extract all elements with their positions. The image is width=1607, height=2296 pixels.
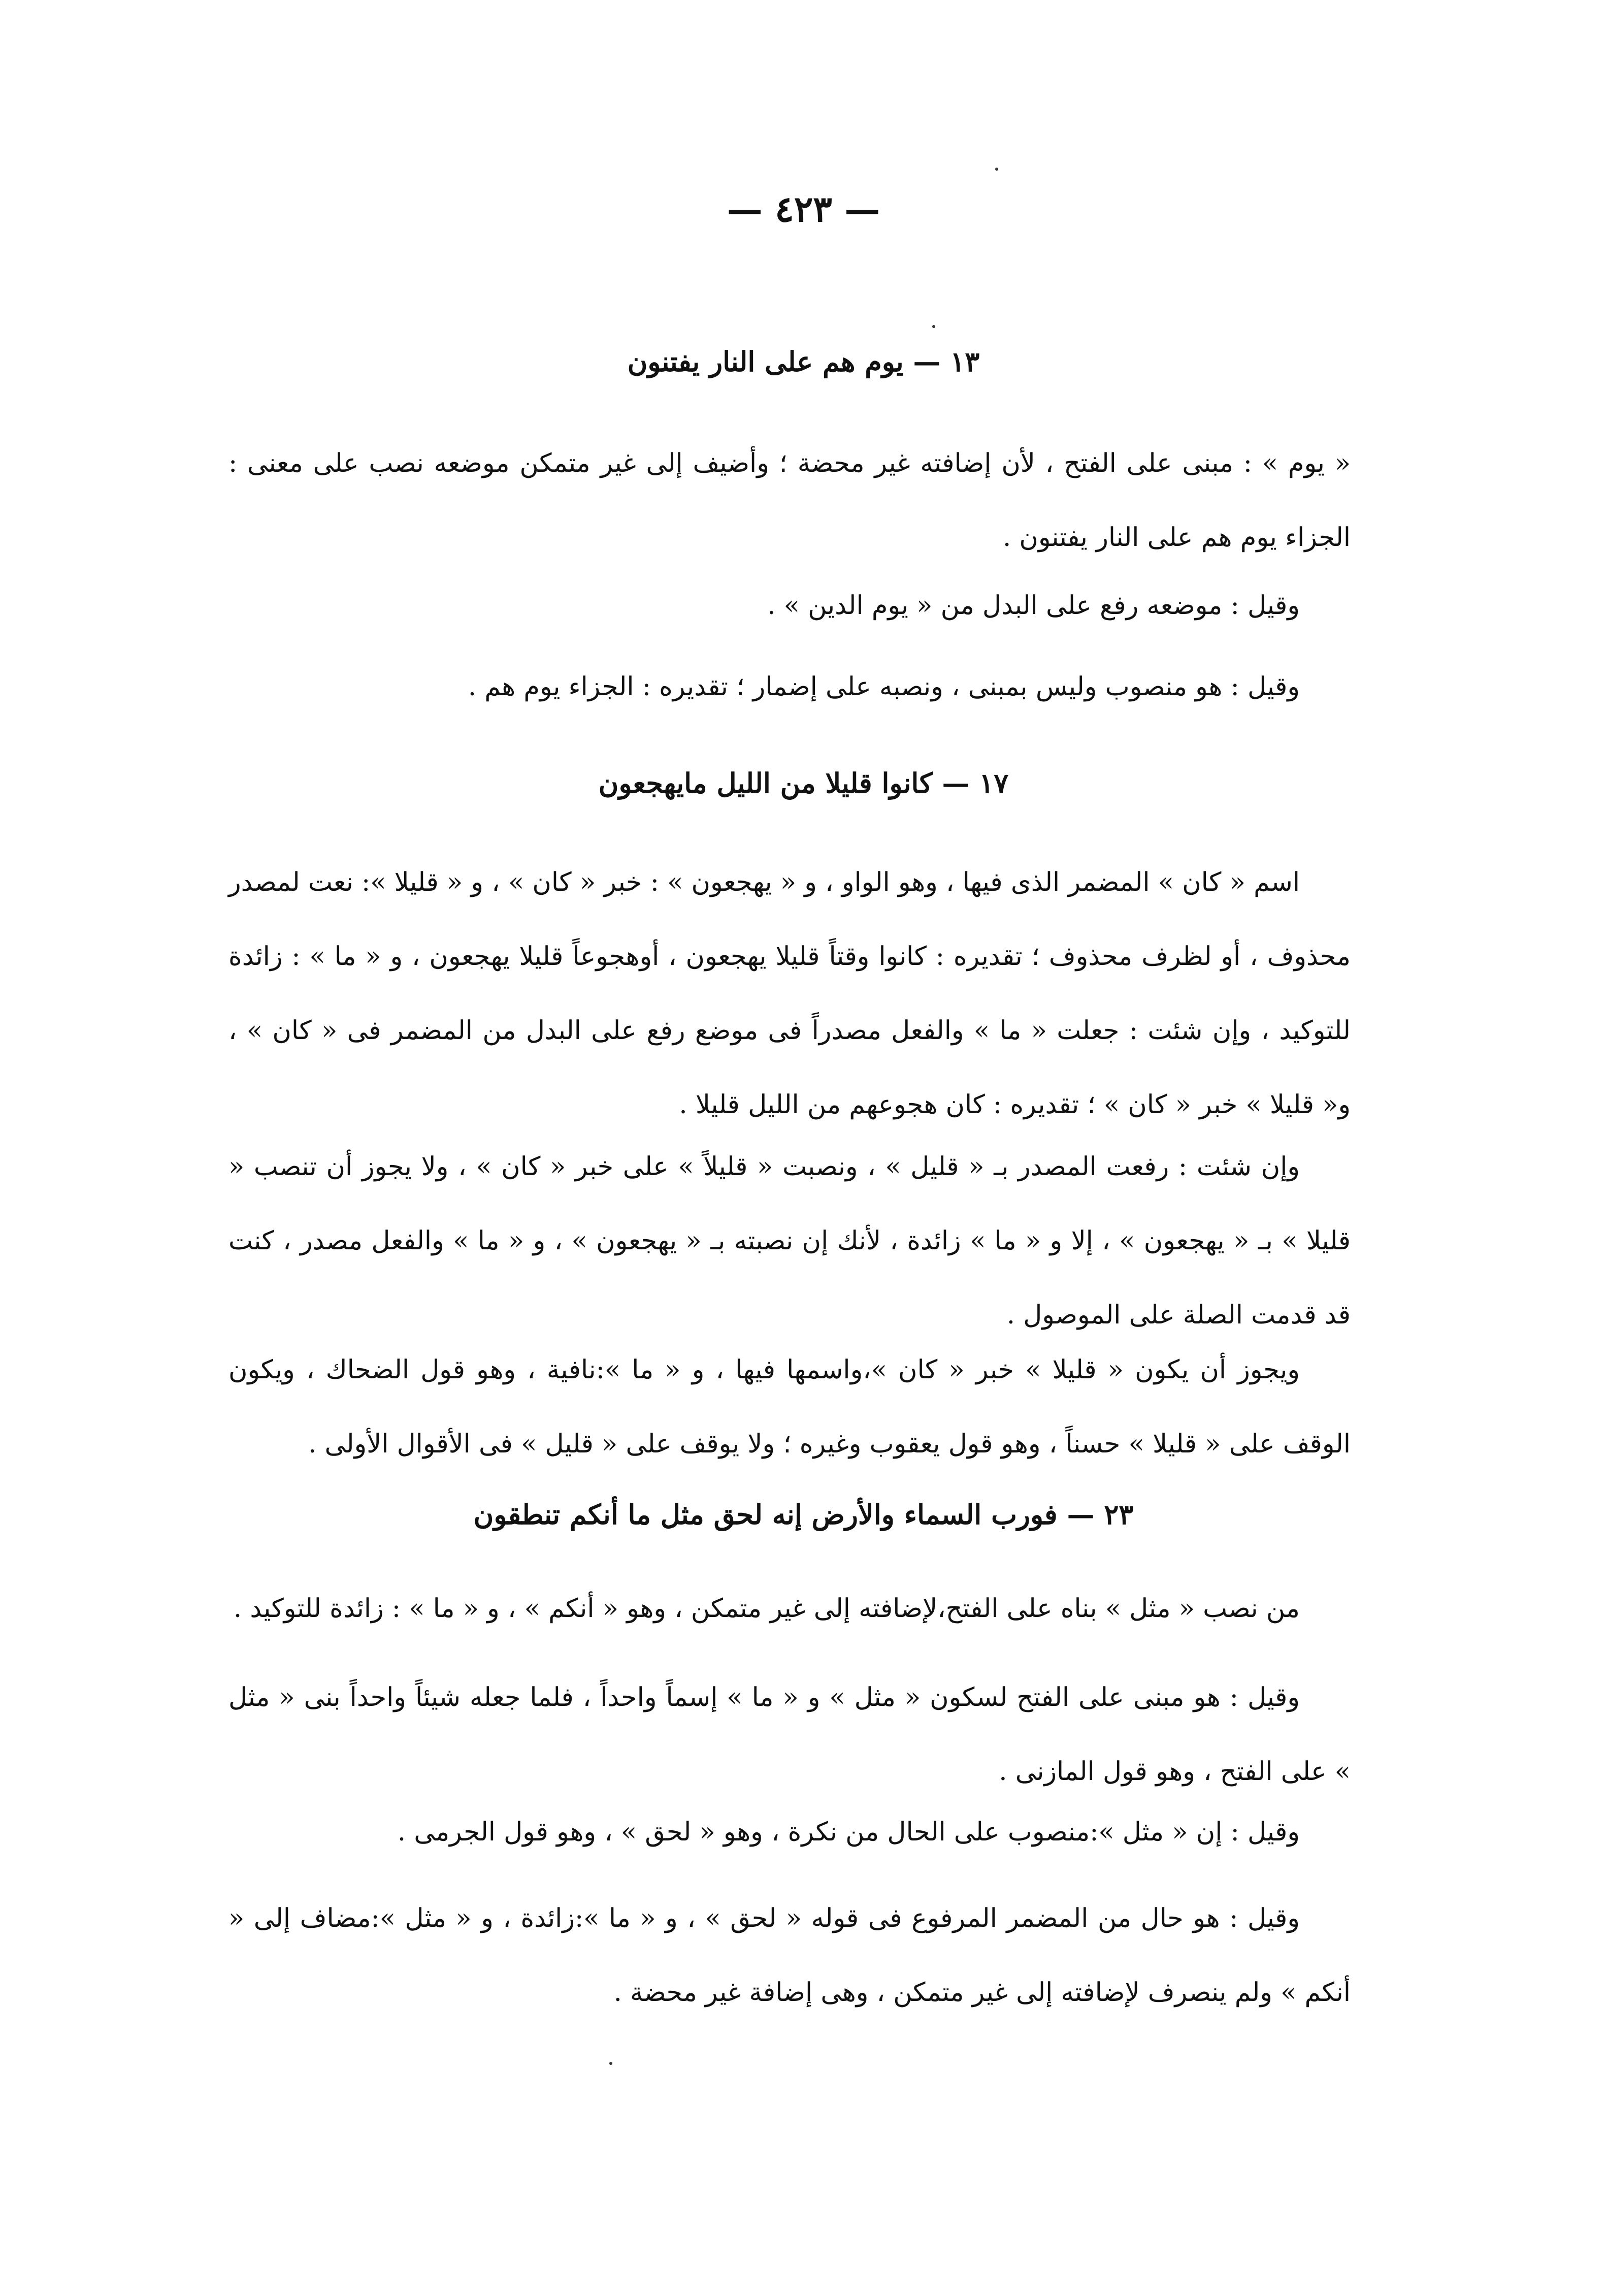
paragraph: من نصب « مثل » بناه على الفتح،لإضافته إلى غير متمكن ، وهو « أنكم » ، و « ما » : زائدة للتوكيد . [233,1594,1300,1624]
paragraph: وقيل : هو حال من المضمر المرفوع فى قوله « لحق » ، و « ما »:زائدة ، و « مثل »:مضاف إلى « أنكم » ولم ينصرف لإضافته إلى غير متمكن ، وهى إضافة غير محضة . [228,1903,1351,2008]
verse-heading-17: ١٧ — كانوا قليلا من الليل مايهجعون [598,767,1009,799]
paragraph: اسم « كان » المضمر الذى فيها ، وهو الواو ، و « يهجعون » : خبر « كان » ، و « قليلا »: نعت لمصدر محذوف ، أو لظرف محذوف ؛ تقديره : كانوا وقتاً قليلا يهجعون ، أوهجوعاً قليلا يهجعون ، و « ما » : زائدة للتوكيد ، وإن شئت : جعلت « ما » والفعل مصدراً فى موضع رفع على البدل من المضمر فى « كان » ، و« قليلا » خبر « كان » ؛ تقديره : كان هجوعهم من الليل قليلا . [228,867,1351,1120]
verse-heading-23: ٢٣ — فورب السماء والأرض إنه لحق مثل ما أنكم تنطقون [473,1498,1134,1531]
page-number: — ٤٢٣ — [727,188,880,230]
paragraph: وقيل : هو مبنى على الفتح لسكون « مثل » و « ما » إسماً واحداً ، فلما جعله شيئاً واحداً بنى « مثل » على الفتح ، وهو قول المازنى . [228,1683,1351,1787]
paragraph: ويجوز أن يكون « قليلا » خبر « كان »،واسمها فيها ، و « ما »:نافية ، وهو قول الضحاك ، ويكون الوقف على « قليلا » حسناً ، وهو قول يعقوب وغيره ؛ ولا يوقف على « قليل » فى الأقوال الأولى . [228,1355,1351,1459]
verse-heading-13: ١٣ — يوم هم على النار يفتنون [627,345,980,378]
speck [932,325,935,328]
paragraph: وقيل : هو منصوب وليس بمبنى ، ونصبه على إضمار ؛ تقديره : الجزاء يوم هم . [468,672,1300,702]
paragraph: « يوم » : مبنى على الفتح ، لأن إضافته غير محضة ؛ وأضيف إلى غير متمكن موضعه نصب على معنى : الجزاء يوم هم على النار يفتنون . [228,448,1351,553]
speck [995,168,998,171]
paragraph: وقيل : إن « مثل »:منصوب على الحال من نكرة ، وهو « لحق » ، وهو قول الجرمى . [397,1817,1300,1847]
paragraph: وقيل : موضعه رفع على البدل من « يوم الدين » . [767,591,1300,621]
paragraph: وإن شئت : رفعت المصدر بـ « قليل » ، ونصبت « قليلاً » على خبر « كان » ، ولا يجوز أن تنصب « قليلا » بـ « يهجعون » ، إلا و « ما » زائدة ، لأنك إن نصبته بـ « يهجعون » ، و « ما » والفعل مصدر ، كنت قد قدمت الصلة على الموصول . [228,1152,1351,1330]
speck [609,2062,612,2065]
